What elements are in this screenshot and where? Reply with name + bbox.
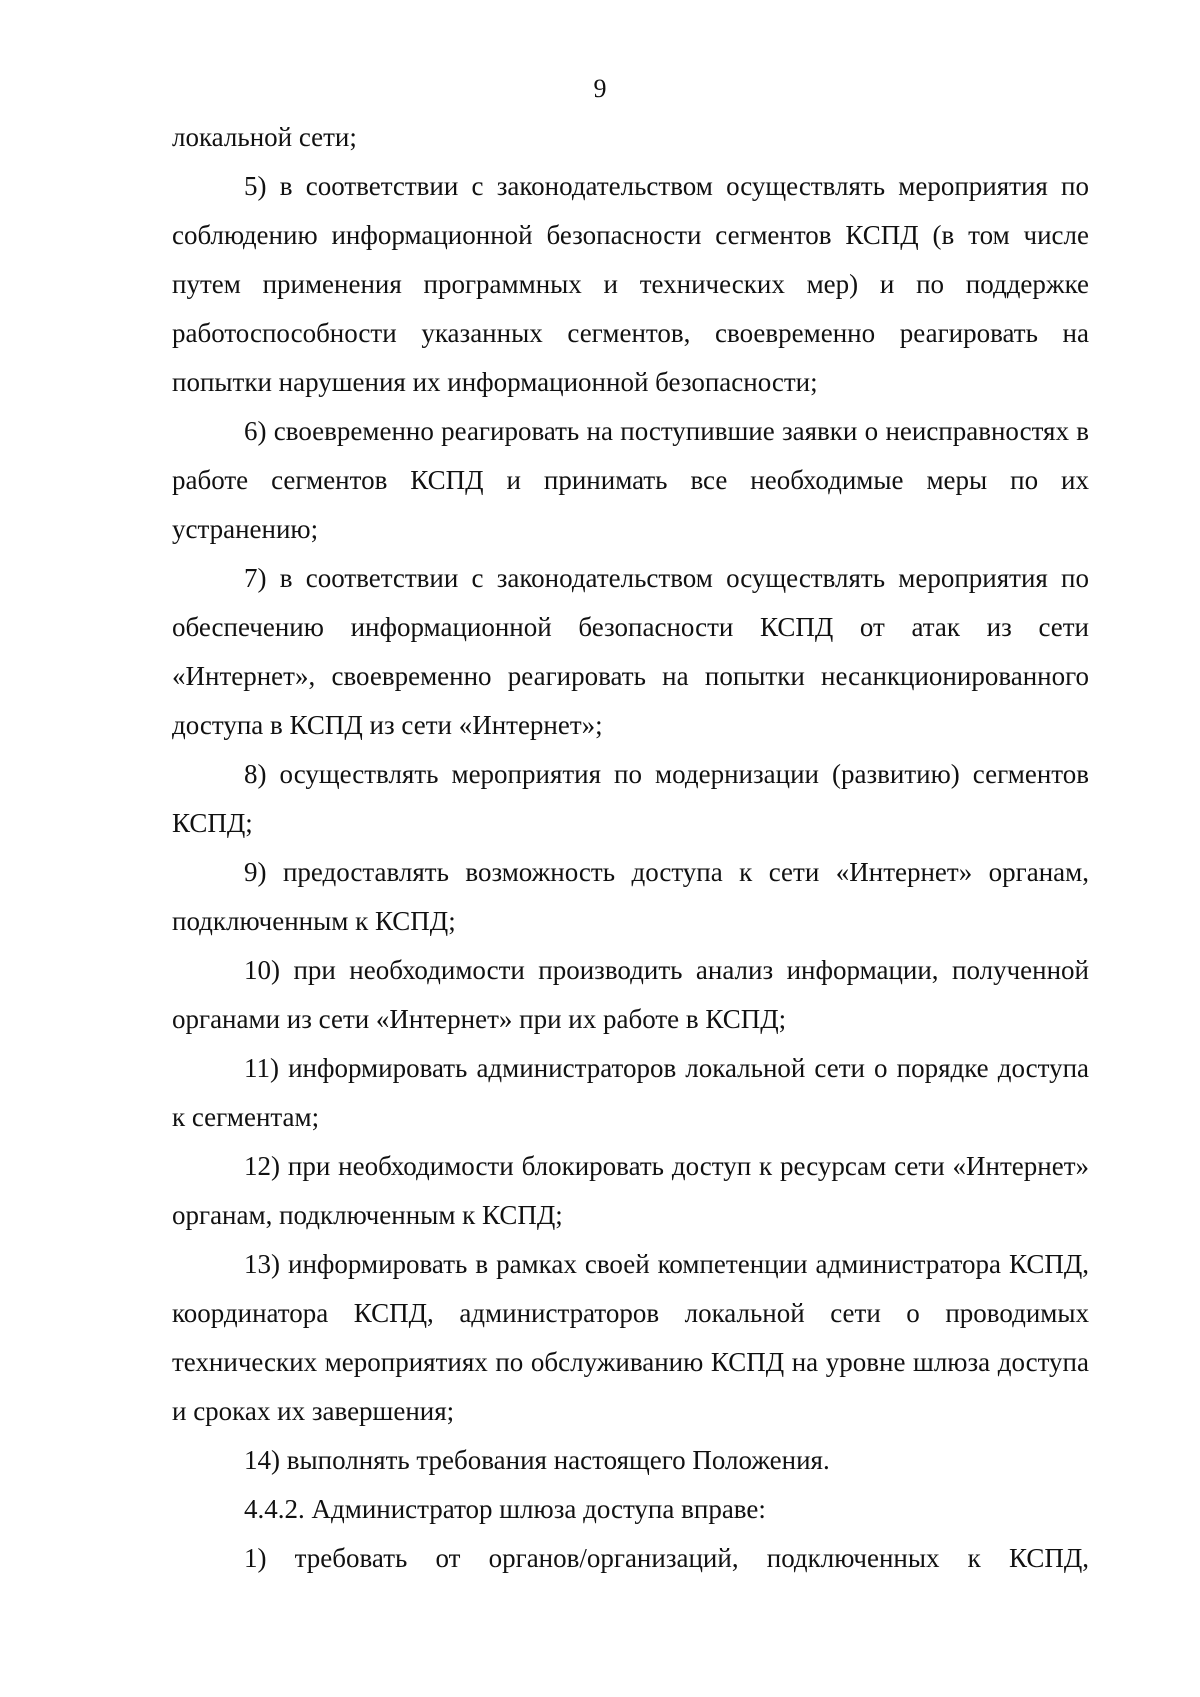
list-item-9: 9) предоставлять возможность доступа к сети «Интернет» органам, подключенным к КСПД; — [172, 857, 1089, 936]
list-item-5: 5) в соответствии с законодательством осуществлять мероприятия по соблюдению информационной безопасности сегментов КСПД (в том числе путем применения программных и технических мер) и по поддержке работоспособности указанных сегментов, своевременно реагировать на попытки нарушения их информационной безопасности; — [172, 171, 1089, 397]
paragraph-continuation: локальной сети; — [172, 122, 357, 152]
list-item-11: 11) информировать администраторов локальной сети о порядке доступа к сегментам; — [172, 1053, 1089, 1132]
rights-list-item-1: 1) требовать от органов/организаций, подключенных к КСПД, — [244, 1543, 1089, 1573]
document-body — [172, 113, 1089, 1583]
list-item-7: 7) в соответствии с законодательством осуществлять мероприятия по обеспечению информационной безопасности КСПД от атак из сети «Интернет», своевременно реагировать на попытки несанкционированного доступа в КСПД из сети «Интернет»; — [172, 563, 1089, 740]
list-item-13: 13) информировать в рамках своей компетенции администратора КСПД, координатора КСПД, администраторов локальной сети о проводимых технических мероприятиях по обслуживанию КСПД на уровне шлюза доступа и сроках их завершения; — [172, 1249, 1089, 1426]
list-item-10: 10) при необходимости производить анализ информации, полученной органами из сети «Интернет» при их работе в КСПД; — [172, 955, 1089, 1034]
page-number: 9 — [593, 74, 607, 103]
list-item-14: 14) выполнять требования настоящего Положения. — [244, 1445, 830, 1475]
section-heading-4-4-2: 4.4.2. Администратор шлюза доступа вправе: — [244, 1494, 766, 1524]
list-item-12: 12) при необходимости блокировать доступ к ресурсам сети «Интернет» органам, подключенным к КСПД; — [172, 1151, 1089, 1230]
list-item-8: 8) осуществлять мероприятия по модернизации (развитию) сегментов КСПД; — [172, 759, 1089, 838]
list-item-6: 6) своевременно реагировать на поступившие заявки о неисправностях в работе сегментов КСПД и принимать все необходимые меры по их устранению; — [172, 416, 1089, 544]
